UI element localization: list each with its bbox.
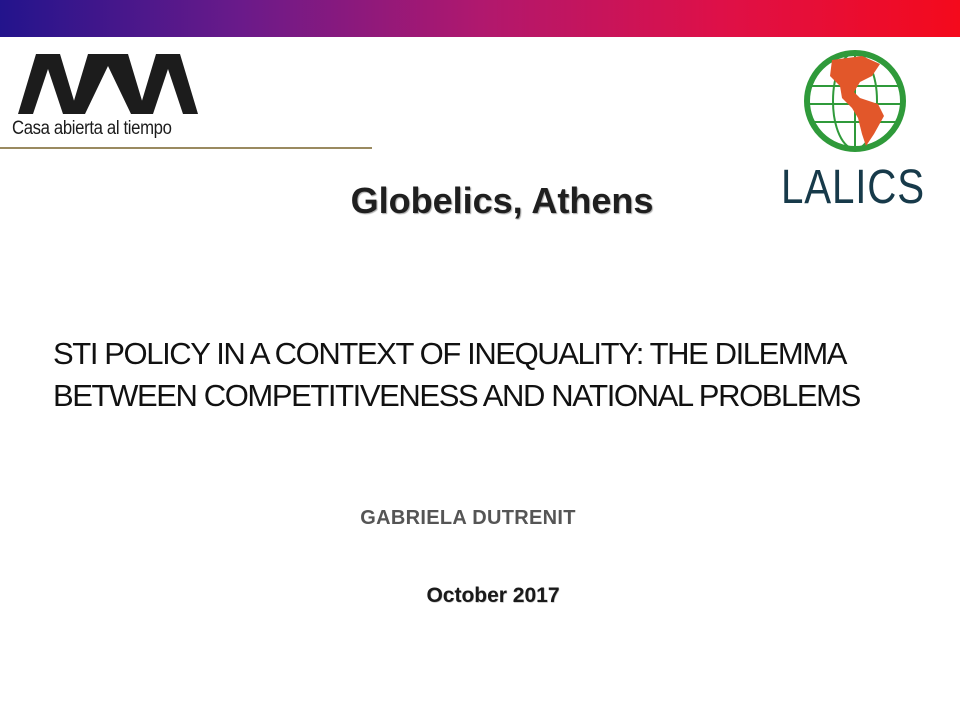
americas-globe-icon <box>800 46 910 156</box>
event-title: Globelics, Athens <box>350 180 654 221</box>
presentation-title: STI POLICY IN A CONTEXT OF INEQUALITY: THE DILEMMA BETWEEN COMPETITIVENESS AND NATIONAL PROBLEMS <box>53 336 860 413</box>
gradient-header-bar <box>0 0 960 37</box>
lalics-wordmark: LALICS <box>781 161 925 214</box>
presentation-date: October 2017 <box>426 584 560 607</box>
uam-tagline: Casa abierta al tiempo <box>12 118 172 139</box>
header-divider <box>0 147 372 149</box>
author-name: GABRIELA DUTRENIT <box>360 507 576 529</box>
